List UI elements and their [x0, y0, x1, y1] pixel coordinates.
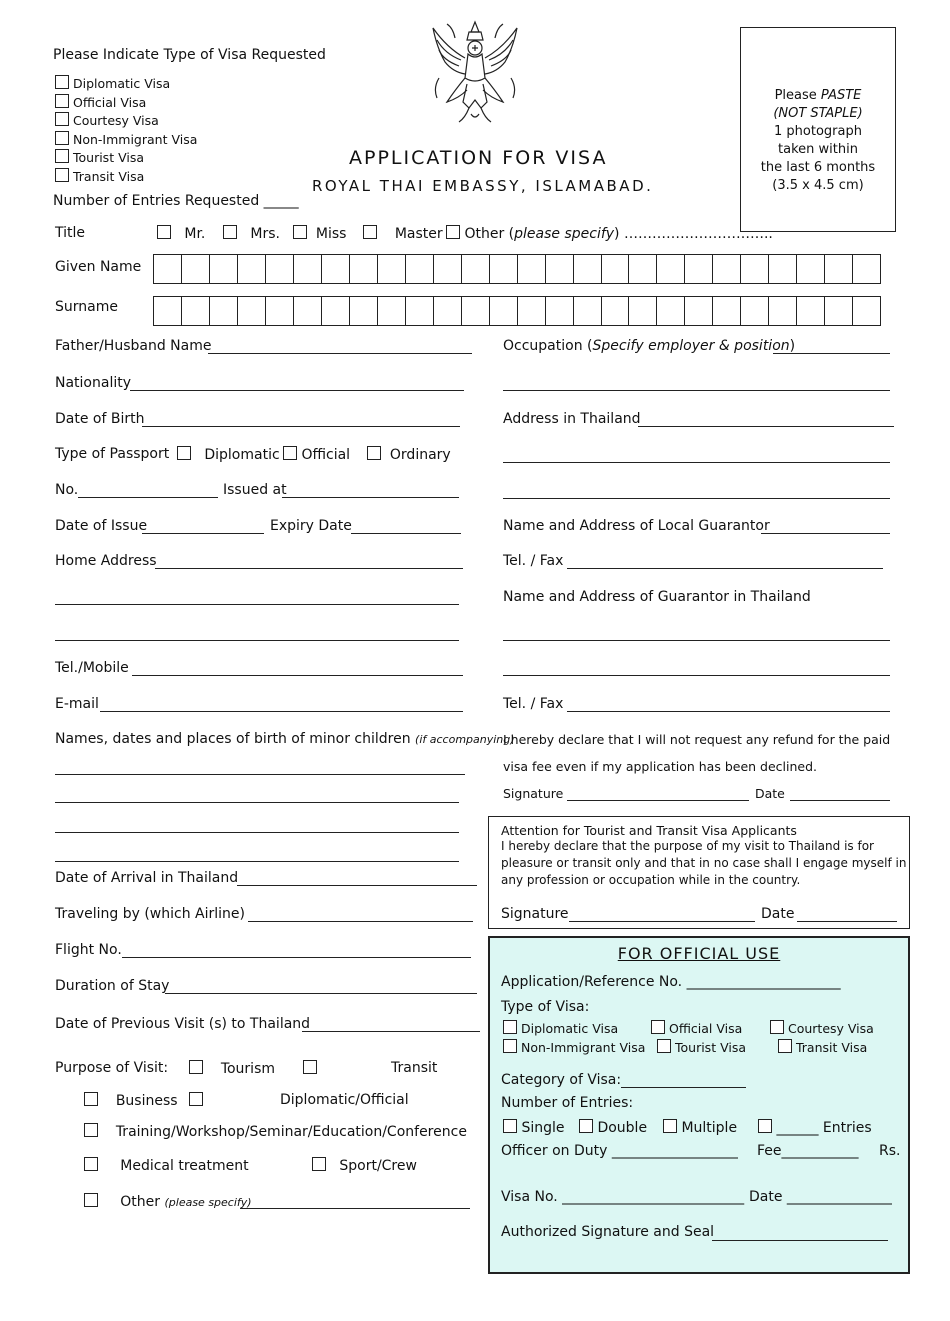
expiry-label: Expiry Date — [270, 518, 352, 534]
visa-type-official[interactable]: Official Visa — [55, 94, 197, 113]
passport-diplomatic[interactable]: Diplomatic — [177, 446, 280, 463]
checkbox[interactable] — [177, 446, 191, 460]
officer-on-duty[interactable]: Officer on Duty __________________ — [501, 1143, 738, 1159]
rs-label: Rs. — [879, 1143, 901, 1159]
fee-field[interactable]: Fee___________ — [757, 1143, 859, 1159]
attention-title: Attention for Tourist and Transit Visa Applicants — [501, 823, 797, 838]
checkbox[interactable] — [84, 1092, 98, 1106]
thai-guarantor-line-1[interactable] — [503, 640, 890, 641]
children-line-2[interactable] — [55, 802, 459, 803]
dob-label: Date of Birth — [55, 411, 145, 427]
auth-signature-field[interactable] — [712, 1240, 888, 1241]
children-label: Names, dates and places of birth of minor children (if accompanying) — [55, 731, 515, 747]
expiry-field[interactable] — [351, 533, 461, 534]
prev-visit-field[interactable] — [302, 1031, 480, 1032]
date-issue-label: Date of Issue — [55, 518, 148, 534]
home-address-label: Home Address — [55, 553, 157, 569]
flight-field[interactable] — [122, 957, 471, 958]
category-label: Category of Visa: — [501, 1072, 622, 1088]
local-guarantor-label: Name and Address of Local Guarantor — [503, 518, 770, 534]
checkbox[interactable] — [55, 94, 69, 108]
home-address-line-3[interactable] — [55, 640, 459, 641]
purpose-diplomatic[interactable] — [189, 1092, 203, 1109]
declaration-signature-label: Signature — [503, 786, 564, 801]
duration-field[interactable] — [165, 993, 477, 994]
checkbox[interactable] — [758, 1119, 772, 1133]
checkbox[interactable] — [503, 1039, 517, 1053]
checkbox[interactable] — [503, 1119, 517, 1133]
type-of-visa-label: Type of Visa: — [501, 999, 590, 1015]
passport-no-field[interactable] — [78, 497, 218, 498]
auth-signature-label: Authorized Signature and Seal — [501, 1224, 715, 1240]
checkbox[interactable] — [55, 75, 69, 89]
checkbox[interactable] — [55, 168, 69, 182]
visa-type-list — [55, 75, 197, 186]
issued-at-label: Issued at — [223, 482, 287, 498]
category-field[interactable] — [621, 1087, 746, 1088]
prev-visit-label: Date of Previous Visit (s) to Thailand — [55, 1016, 311, 1032]
nationality-label: Nationality — [55, 375, 132, 391]
purpose-transit[interactable] — [303, 1060, 317, 1077]
purpose-diplomatic-label: Diplomatic/Official — [280, 1092, 409, 1108]
checkbox[interactable] — [189, 1092, 203, 1106]
given-name-grid[interactable] — [153, 254, 881, 284]
declaration-date-label: Date — [755, 786, 785, 801]
attention-date-field[interactable] — [797, 921, 897, 922]
checkbox[interactable] — [367, 446, 381, 460]
passport-official[interactable]: Official — [283, 446, 350, 463]
photo-box[interactable]: Please PASTE (NOT STAPLE) 1 photograph taken within the last 6 months (3.5 x 4.5 cm) — [740, 27, 896, 232]
visa-type-courtesy[interactable]: Courtesy Visa — [55, 112, 197, 131]
checkbox[interactable] — [657, 1039, 671, 1053]
official-visa-tourist[interactable]: Tourist Visa — [657, 1039, 746, 1055]
official-visa-transit[interactable]: Transit Visa — [778, 1039, 867, 1055]
home-address-field[interactable] — [155, 568, 463, 569]
ref-no-label[interactable]: Application/Reference No. ______________________ — [501, 974, 841, 990]
occupation-field[interactable] — [773, 353, 890, 354]
checkbox[interactable] — [55, 149, 69, 163]
duration-label: Duration of Stay — [55, 978, 170, 994]
official-visa-official[interactable]: Official Visa — [651, 1020, 742, 1036]
title-master[interactable]: Master — [363, 225, 443, 242]
visa-date-field[interactable]: Date _______________ — [749, 1189, 892, 1205]
airline-field[interactable] — [248, 921, 473, 922]
declaration-line-1: I hereby declare that I will not request any refund for the paid — [503, 732, 891, 747]
nationality-field[interactable] — [130, 390, 464, 391]
address-thailand-line-3[interactable] — [503, 498, 890, 499]
arrival-field[interactable] — [237, 885, 477, 886]
issued-at-field[interactable] — [282, 497, 459, 498]
declaration-date-field[interactable] — [790, 800, 890, 801]
local-tel-fax-label: Tel. / Fax — [503, 553, 564, 569]
title-label: Title — [55, 225, 86, 241]
tel-mobile-label: Tel./Mobile — [55, 660, 129, 676]
email-label: E-mail — [55, 696, 99, 712]
attention-box — [488, 816, 910, 929]
page-title: APPLICATION FOR VISA — [349, 147, 608, 169]
official-visa-courtesy[interactable]: Courtesy Visa — [770, 1020, 874, 1036]
visa-no-field[interactable]: Visa No. __________________________ — [501, 1189, 745, 1205]
given-name-label: Given Name — [55, 259, 142, 275]
declaration-line-2: visa fee even if my application has been declined. — [503, 759, 818, 774]
checkbox[interactable] — [223, 225, 237, 239]
purpose-sport[interactable]: Sport/Crew — [312, 1157, 417, 1174]
official-visa-diplomatic[interactable]: Diplomatic Visa — [503, 1020, 618, 1036]
checkbox[interactable] — [778, 1039, 792, 1053]
flight-label: Flight No. — [55, 942, 122, 958]
checkbox[interactable] — [312, 1157, 326, 1171]
tel-mobile-field[interactable] — [132, 675, 463, 676]
official-visa-non-immigrant[interactable]: Non-Immigrant Visa — [503, 1039, 645, 1055]
title-miss[interactable]: Miss — [293, 225, 346, 242]
checkbox[interactable] — [446, 225, 460, 239]
checkbox[interactable] — [651, 1020, 665, 1034]
entry-double[interactable]: Double — [579, 1119, 647, 1136]
date-issue-field[interactable] — [142, 533, 264, 534]
surname-grid[interactable] — [153, 296, 881, 326]
passport-no-label: No. — [55, 482, 79, 498]
occupation-line-2[interactable] — [503, 390, 890, 391]
checkbox[interactable] — [55, 112, 69, 126]
purpose-medical[interactable]: Medical treatment — [84, 1157, 249, 1174]
declaration-signature-field[interactable] — [567, 800, 749, 801]
garuda-emblem-icon — [425, 18, 525, 126]
surname-label: Surname — [55, 299, 118, 315]
checkbox[interactable] — [579, 1119, 593, 1133]
purpose-other-field[interactable] — [240, 1208, 470, 1209]
official-use-heading: FOR OFFICIAL USE — [617, 944, 781, 963]
address-thailand-label: Address in Thailand — [503, 411, 641, 427]
airline-label: Traveling by (which Airline) — [55, 906, 245, 922]
address-thailand-line-2[interactable] — [503, 462, 890, 463]
children-line-3[interactable] — [55, 832, 459, 833]
thai-guarantor-line-2[interactable] — [503, 675, 890, 676]
entry-multiple[interactable]: Multiple — [663, 1119, 737, 1136]
purpose-transit-label: Transit — [391, 1060, 438, 1076]
title-other[interactable]: Other (please specify) ………………………….. — [446, 225, 773, 242]
father-husband-label: Father/Husband Name — [55, 338, 212, 354]
checkbox[interactable] — [189, 1060, 203, 1074]
address-thailand-field[interactable] — [638, 426, 894, 427]
children-line-1[interactable] — [55, 774, 465, 775]
attention-signature-field[interactable] — [569, 921, 755, 922]
purpose-training[interactable]: Training/Workshop/Seminar/Education/Conference — [84, 1123, 467, 1140]
checkbox[interactable] — [283, 446, 297, 460]
checkbox[interactable] — [84, 1123, 98, 1137]
home-address-line-2[interactable] — [55, 604, 459, 605]
title-mr[interactable]: Mr. — [157, 225, 205, 242]
title-mrs[interactable]: Mrs. — [223, 225, 280, 242]
purpose-business[interactable]: Business — [84, 1092, 178, 1109]
entry-custom[interactable]: ______ Entries — [758, 1119, 872, 1136]
checkbox[interactable] — [157, 225, 171, 239]
checkbox[interactable] — [293, 225, 307, 239]
checkbox[interactable] — [663, 1119, 677, 1133]
arrival-label: Date of Arrival in Thailand — [55, 870, 239, 886]
checkbox[interactable] — [363, 225, 377, 239]
purpose-label: Purpose of Visit: — [55, 1060, 169, 1076]
checkbox[interactable] — [84, 1157, 98, 1171]
checkbox[interactable] — [503, 1020, 517, 1034]
occupation-label: Occupation (Specify employer & position) — [503, 338, 796, 354]
thai-guarantor-label: Name and Address of Guarantor in Thailand — [503, 589, 811, 605]
entry-single[interactable]: Single — [503, 1119, 565, 1136]
passport-ordinary[interactable]: Ordinary — [367, 446, 451, 463]
children-line-4[interactable] — [55, 861, 459, 862]
checkbox[interactable] — [84, 1193, 98, 1207]
purpose-other[interactable]: Other (please specify) — [84, 1193, 252, 1210]
attention-signature-label: Signature — [501, 906, 569, 922]
checkbox[interactable] — [770, 1020, 784, 1034]
attention-date-label: Date — [761, 906, 795, 922]
visa-type-non-immigrant[interactable]: Non-Immigrant Visa — [55, 131, 197, 150]
thai-tel-fax-field[interactable] — [567, 711, 890, 712]
official-use-box — [488, 936, 910, 1274]
purpose-tourism[interactable]: Tourism — [189, 1060, 275, 1077]
visa-type-transit[interactable]: Transit Visa — [55, 168, 197, 187]
visa-type-diplomatic[interactable]: Diplomatic Visa — [55, 75, 197, 94]
local-guarantor-field[interactable] — [761, 533, 890, 534]
thai-tel-fax-label: Tel. / Fax — [503, 696, 564, 712]
page-subtitle: ROYAL THAI EMBASSY, ISLAMABAD. — [312, 177, 654, 195]
local-tel-fax-field[interactable] — [567, 568, 883, 569]
visa-type-prompt: Please Indicate Type of Visa Requested — [53, 47, 326, 63]
checkbox[interactable] — [303, 1060, 317, 1074]
entries-requested[interactable]: Number of Entries Requested _____ — [53, 193, 299, 209]
dob-field[interactable] — [142, 426, 460, 427]
attention-text: I hereby declare that the purpose of my visit to Thailand is for pleasure or transit only and that in no case shall I engage myself in any profession or occupation while in the country. — [501, 839, 907, 887]
passport-type-label: Type of Passport — [55, 446, 170, 462]
father-husband-field[interactable] — [208, 353, 472, 354]
entries-label: Number of Entries: — [501, 1095, 634, 1111]
visa-type-tourist[interactable]: Tourist Visa — [55, 149, 197, 168]
checkbox[interactable] — [55, 131, 69, 145]
email-field[interactable] — [100, 711, 463, 712]
